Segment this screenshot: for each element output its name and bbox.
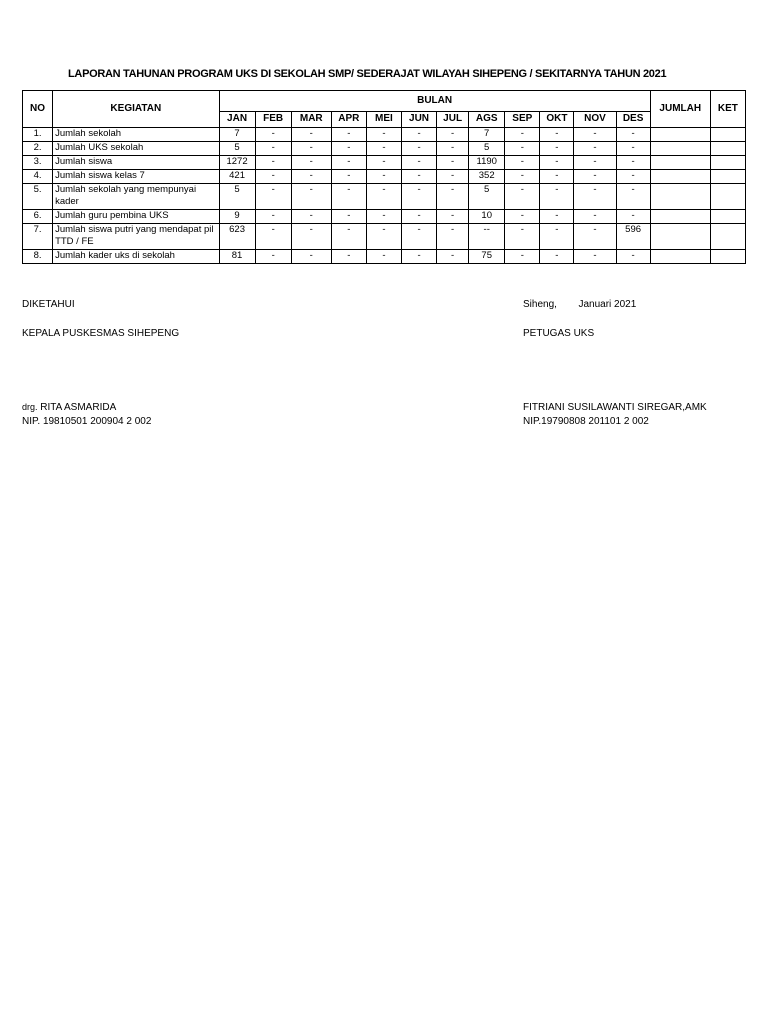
value-cell-nov: - xyxy=(574,184,616,210)
signature-date: Januari 2021 xyxy=(578,299,637,310)
table-row xyxy=(23,170,746,184)
row-number: 7. xyxy=(23,224,53,250)
header-month-nov: NOV xyxy=(574,111,616,127)
activity-cell: Jumlah UKS sekolah xyxy=(53,142,219,156)
value-cell-okt: - xyxy=(540,128,574,142)
value-cell-jul: - xyxy=(437,156,469,170)
table-row xyxy=(23,210,746,224)
value-cell-feb: - xyxy=(255,142,291,156)
value-cell-mei: - xyxy=(366,142,401,156)
value-cell-mar: - xyxy=(291,224,331,250)
value-cell-jan: 7 xyxy=(219,128,255,142)
value-cell-jan: 81 xyxy=(219,250,255,264)
header-month-jun: JUN xyxy=(401,111,436,127)
value-cell-jun: - xyxy=(401,184,436,210)
place-date-line xyxy=(523,299,636,310)
value-cell-nov: - xyxy=(574,170,616,184)
value-cell-feb: - xyxy=(255,224,291,250)
value-cell-sep: - xyxy=(505,210,540,224)
value-cell-okt: - xyxy=(540,184,574,210)
value-cell-des: - xyxy=(616,184,650,210)
value-cell-mar: - xyxy=(291,156,331,170)
table-row xyxy=(23,142,746,156)
value-cell-jul: - xyxy=(437,210,469,224)
value-cell-jan: 5 xyxy=(219,184,255,210)
value-cell-okt: - xyxy=(540,142,574,156)
value-cell-ags: 5 xyxy=(469,184,505,210)
right-signatory-role: PETUGAS UKS xyxy=(523,328,595,339)
value-cell-feb: - xyxy=(255,184,291,210)
value-cell-okt: - xyxy=(540,250,574,264)
report-table xyxy=(22,90,746,264)
header-month-sep: SEP xyxy=(505,111,540,127)
jumlah-cell xyxy=(650,170,710,184)
activity-cell: Jumlah guru pembina UKS xyxy=(53,210,219,224)
report-table-body xyxy=(23,128,746,264)
activity-cell: Jumlah siswa kelas 7 xyxy=(53,170,219,184)
value-cell-jun: - xyxy=(401,128,436,142)
known-label: DIKETAHUI xyxy=(22,299,75,310)
report-title: LAPORAN TAHUNAN PROGRAM UKS DI SEKOLAH SMP/ SEDERAJAT WILAYAH SIHEPENG / SEKITARNYA TAHUN 2021 xyxy=(68,68,667,80)
activity-cell: Jumlah siswa putri yang mendapat pil TTD / FE xyxy=(53,224,219,250)
value-cell-ags: 352 xyxy=(469,170,505,184)
value-cell-sep: - xyxy=(505,250,540,264)
ket-cell xyxy=(710,250,745,264)
table-row xyxy=(23,156,746,170)
value-cell-nov: - xyxy=(574,210,616,224)
value-cell-jul: - xyxy=(437,128,469,142)
header-no: NO xyxy=(23,91,53,128)
jumlah-cell xyxy=(650,128,710,142)
activity-cell: Jumlah sekolah xyxy=(53,128,219,142)
jumlah-cell xyxy=(650,210,710,224)
row-number: 5. xyxy=(23,184,53,210)
value-cell-des: - xyxy=(616,142,650,156)
value-cell-feb: - xyxy=(255,210,291,224)
value-cell-sep: - xyxy=(505,128,540,142)
value-cell-feb: - xyxy=(255,128,291,142)
header-month-ags: AGS xyxy=(469,111,505,127)
value-cell-jun: - xyxy=(401,250,436,264)
value-cell-mar: - xyxy=(291,210,331,224)
value-cell-mar: - xyxy=(291,170,331,184)
value-cell-des: - xyxy=(616,156,650,170)
table-row xyxy=(23,128,746,142)
value-cell-des: - xyxy=(616,128,650,142)
jumlah-cell xyxy=(650,156,710,170)
value-cell-des: - xyxy=(616,250,650,264)
activity-cell: Jumlah siswa xyxy=(53,156,219,170)
value-cell-nov: - xyxy=(574,156,616,170)
value-cell-jan: 1272 xyxy=(219,156,255,170)
header-month-mar: MAR xyxy=(291,111,331,127)
value-cell-jan: 421 xyxy=(219,170,255,184)
header-month-apr: APR xyxy=(331,111,366,127)
value-cell-jul: - xyxy=(437,250,469,264)
table-row xyxy=(23,184,746,210)
value-cell-ags: 1190 xyxy=(469,156,505,170)
value-cell-jun: - xyxy=(401,156,436,170)
row-number: 6. xyxy=(23,210,53,224)
value-cell-okt: - xyxy=(540,156,574,170)
header-kegiatan: KEGIATAN xyxy=(53,91,219,128)
value-cell-okt: - xyxy=(540,170,574,184)
activity-cell: Jumlah kader uks di sekolah xyxy=(53,250,219,264)
value-cell-nov: - xyxy=(574,224,616,250)
ket-cell xyxy=(710,210,745,224)
ket-cell xyxy=(710,142,745,156)
value-cell-jul: - xyxy=(437,170,469,184)
value-cell-sep: - xyxy=(505,142,540,156)
value-cell-des: - xyxy=(616,210,650,224)
left-signatory-name-line xyxy=(22,402,116,413)
value-cell-jan: 9 xyxy=(219,210,255,224)
header-bulan: BULAN xyxy=(219,91,650,112)
right-signatory-name: FITRIANI SUSILAWANTI SIREGAR,AMK xyxy=(523,402,707,413)
value-cell-apr: - xyxy=(331,184,366,210)
value-cell-apr: - xyxy=(331,224,366,250)
value-cell-mei: - xyxy=(366,184,401,210)
value-cell-apr: - xyxy=(331,156,366,170)
value-cell-feb: - xyxy=(255,156,291,170)
value-cell-mei: - xyxy=(366,250,401,264)
jumlah-cell xyxy=(650,142,710,156)
value-cell-apr: - xyxy=(331,210,366,224)
value-cell-ags: 75 xyxy=(469,250,505,264)
ket-cell xyxy=(710,128,745,142)
value-cell-des: 596 xyxy=(616,224,650,250)
value-cell-des: - xyxy=(616,170,650,184)
value-cell-feb: - xyxy=(255,250,291,264)
table-row xyxy=(23,224,746,250)
value-cell-apr: - xyxy=(331,128,366,142)
row-number: 8. xyxy=(23,250,53,264)
value-cell-jan: 5 xyxy=(219,142,255,156)
value-cell-okt: - xyxy=(540,224,574,250)
row-number: 1. xyxy=(23,128,53,142)
value-cell-jan: 623 xyxy=(219,224,255,250)
header-month-des: DES xyxy=(616,111,650,127)
value-cell-jun: - xyxy=(401,210,436,224)
activity-cell: Jumlah sekolah yang mempunyai kader xyxy=(53,184,219,210)
header-month-jul: JUL xyxy=(437,111,469,127)
value-cell-mei: - xyxy=(366,170,401,184)
right-signatory-nip: NIP.19790808 201101 2 002 xyxy=(523,416,649,427)
value-cell-sep: - xyxy=(505,170,540,184)
header-month-feb: FEB xyxy=(255,111,291,127)
value-cell-nov: - xyxy=(574,128,616,142)
ket-cell xyxy=(710,156,745,170)
value-cell-apr: - xyxy=(331,250,366,264)
value-cell-jun: - xyxy=(401,224,436,250)
value-cell-ags: 10 xyxy=(469,210,505,224)
value-cell-mei: - xyxy=(366,128,401,142)
value-cell-okt: - xyxy=(540,210,574,224)
table-row xyxy=(23,250,746,264)
value-cell-mar: - xyxy=(291,128,331,142)
jumlah-cell xyxy=(650,224,710,250)
header-month-jan: JAN xyxy=(219,111,255,127)
value-cell-jul: - xyxy=(437,224,469,250)
header-month-okt: OKT xyxy=(540,111,574,127)
row-number: 2. xyxy=(23,142,53,156)
value-cell-mar: - xyxy=(291,184,331,210)
left-signatory-nip: NIP. 19810501 200904 2 002 xyxy=(22,416,152,427)
ket-cell xyxy=(710,170,745,184)
row-number: 3. xyxy=(23,156,53,170)
row-number: 4. xyxy=(23,170,53,184)
value-cell-jul: - xyxy=(437,184,469,210)
value-cell-sep: - xyxy=(505,156,540,170)
left-signatory-role: KEPALA PUSKESMAS SIHEPENG xyxy=(22,328,180,339)
value-cell-mei: - xyxy=(366,156,401,170)
value-cell-mar: - xyxy=(291,142,331,156)
value-cell-mar: - xyxy=(291,250,331,264)
header-month-mei: MEI xyxy=(366,111,401,127)
value-cell-jun: - xyxy=(401,142,436,156)
header-jumlah: JUMLAH xyxy=(650,91,710,128)
left-signatory-name: RITA ASMARIDA xyxy=(40,402,117,413)
jumlah-cell xyxy=(650,184,710,210)
value-cell-ags: -- xyxy=(469,224,505,250)
jumlah-cell xyxy=(650,250,710,264)
left-signatory-name-prefix: drg. xyxy=(22,402,38,412)
value-cell-sep: - xyxy=(505,224,540,250)
value-cell-nov: - xyxy=(574,142,616,156)
value-cell-mei: - xyxy=(366,224,401,250)
value-cell-jun: - xyxy=(401,170,436,184)
value-cell-mei: - xyxy=(366,210,401,224)
value-cell-ags: 5 xyxy=(469,142,505,156)
value-cell-feb: - xyxy=(255,170,291,184)
ket-cell xyxy=(710,184,745,210)
value-cell-nov: - xyxy=(574,250,616,264)
ket-cell xyxy=(710,224,745,250)
signature-place: Siheng, xyxy=(523,299,557,310)
value-cell-apr: - xyxy=(331,142,366,156)
value-cell-sep: - xyxy=(505,184,540,210)
value-cell-apr: - xyxy=(331,170,366,184)
value-cell-jul: - xyxy=(437,142,469,156)
value-cell-ags: 7 xyxy=(469,128,505,142)
header-ket: KET xyxy=(710,91,745,128)
